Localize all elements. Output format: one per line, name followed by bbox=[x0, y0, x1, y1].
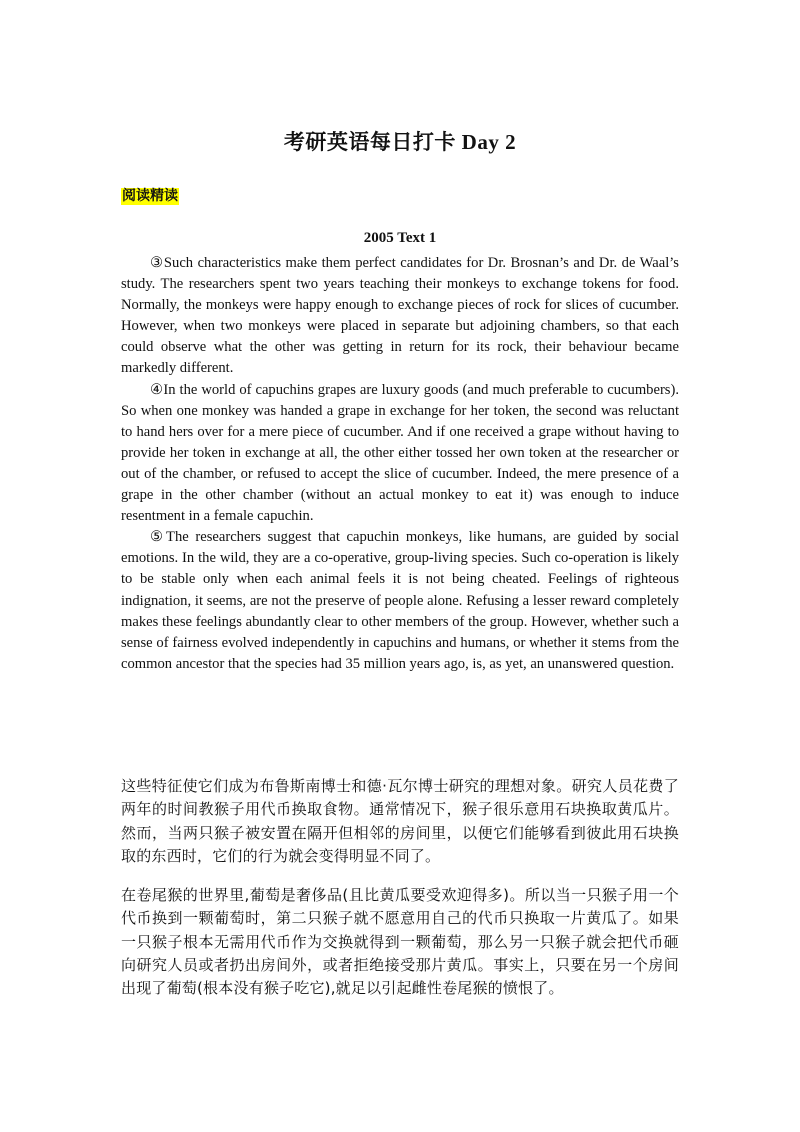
section-label-highlight: 阅读精读 bbox=[122, 189, 178, 204]
text-heading: 2005 Text 1 bbox=[363, 230, 437, 246]
chinese-translation-1 bbox=[121, 775, 679, 868]
chinese-paragraph-1: 这些特征使它们成为布鲁斯南博士和德·瓦尔博士研究的理想对象。研究人员花费了两年的时间教猴子用代币换取食物。通常情况下，猴子很乐意用石块换取黄瓜片。然而，当两只猴子被安置在隔开但相邻的房间里，以便它们能够看到彼此用石块换取的东西时，它们的行为就会变得明显不同了。 bbox=[121, 777, 679, 865]
chinese-paragraph-2: 在卷尾猴的世界里,葡萄是奢侈品(且比黄瓜要受欢迎得多)。所以当一只猴子用一个代币换到一颗葡萄时，第二只猴子就不愿意用自己的代币只换取一片黄瓜了。如果一只猴子根本无需用代币作为交换就得到一颗葡萄，那么另一只猴子就会把代币砸向研究人员或者扔出房间外，或者拒绝接受那片黄瓜。事实上，只要在另一个房间出现了葡萄(根本没有猴子吃它),就足以引起雌性卷尾猴的愤恨了。 bbox=[121, 886, 679, 998]
english-passage bbox=[121, 253, 679, 675]
page-title: 考研英语每日打卡 Day 2 bbox=[283, 130, 517, 154]
english-paragraph-4: ④In the world of capuchins grapes are luxury goods (and much preferable to cucumbers). So when one monkey was handed a grape in exchange for her token, the second was reluctant to hand hers over for a mere piece of cucumber. And if one received a grape without having to provide her token in exchange at all, the other either tossed her own token at the researcher or out of the chamber, or refused to accept the slice of cucumber. Indeed, the mere presence of a grape in the other chamber (without an actual monkey to eat it) was enough to induce resentment in a female capuchin. bbox=[121, 381, 679, 525]
english-paragraph-3: ③Such characteristics make them perfect candidates for Dr. Brosnan’s and Dr. de Waal’s study. The researchers spent two years teaching their monkeys to exchange tokens for food. Normally, the monkeys were happy enough to exchange pieces of rock for slices of cucumber. However, when two monkeys were placed in separate but adjoining chambers, so that each could observe what the other was getting in return for its rock, their behaviour became markedly different. bbox=[121, 255, 679, 377]
english-paragraph-5: ⑤The researchers suggest that capuchin monkeys, like humans, are guided by social emotions. In the wild, they are a co-operative, group-living species. Such co-operation is likely to be stable only when each animal feels it is not being cheated. Feelings of righteous indignation, it seems, are not the preserve of people alone. Refusing a lesser reward completely makes these feelings abundantly clear to other members of the group. However, whether such a sense of fairness evolved independently in capuchins and humans, or whether it stems from the common ancestor that the species had 35 million years ago, is, as yet, an unanswered question. bbox=[121, 529, 679, 672]
chinese-translation-2 bbox=[121, 884, 679, 1000]
